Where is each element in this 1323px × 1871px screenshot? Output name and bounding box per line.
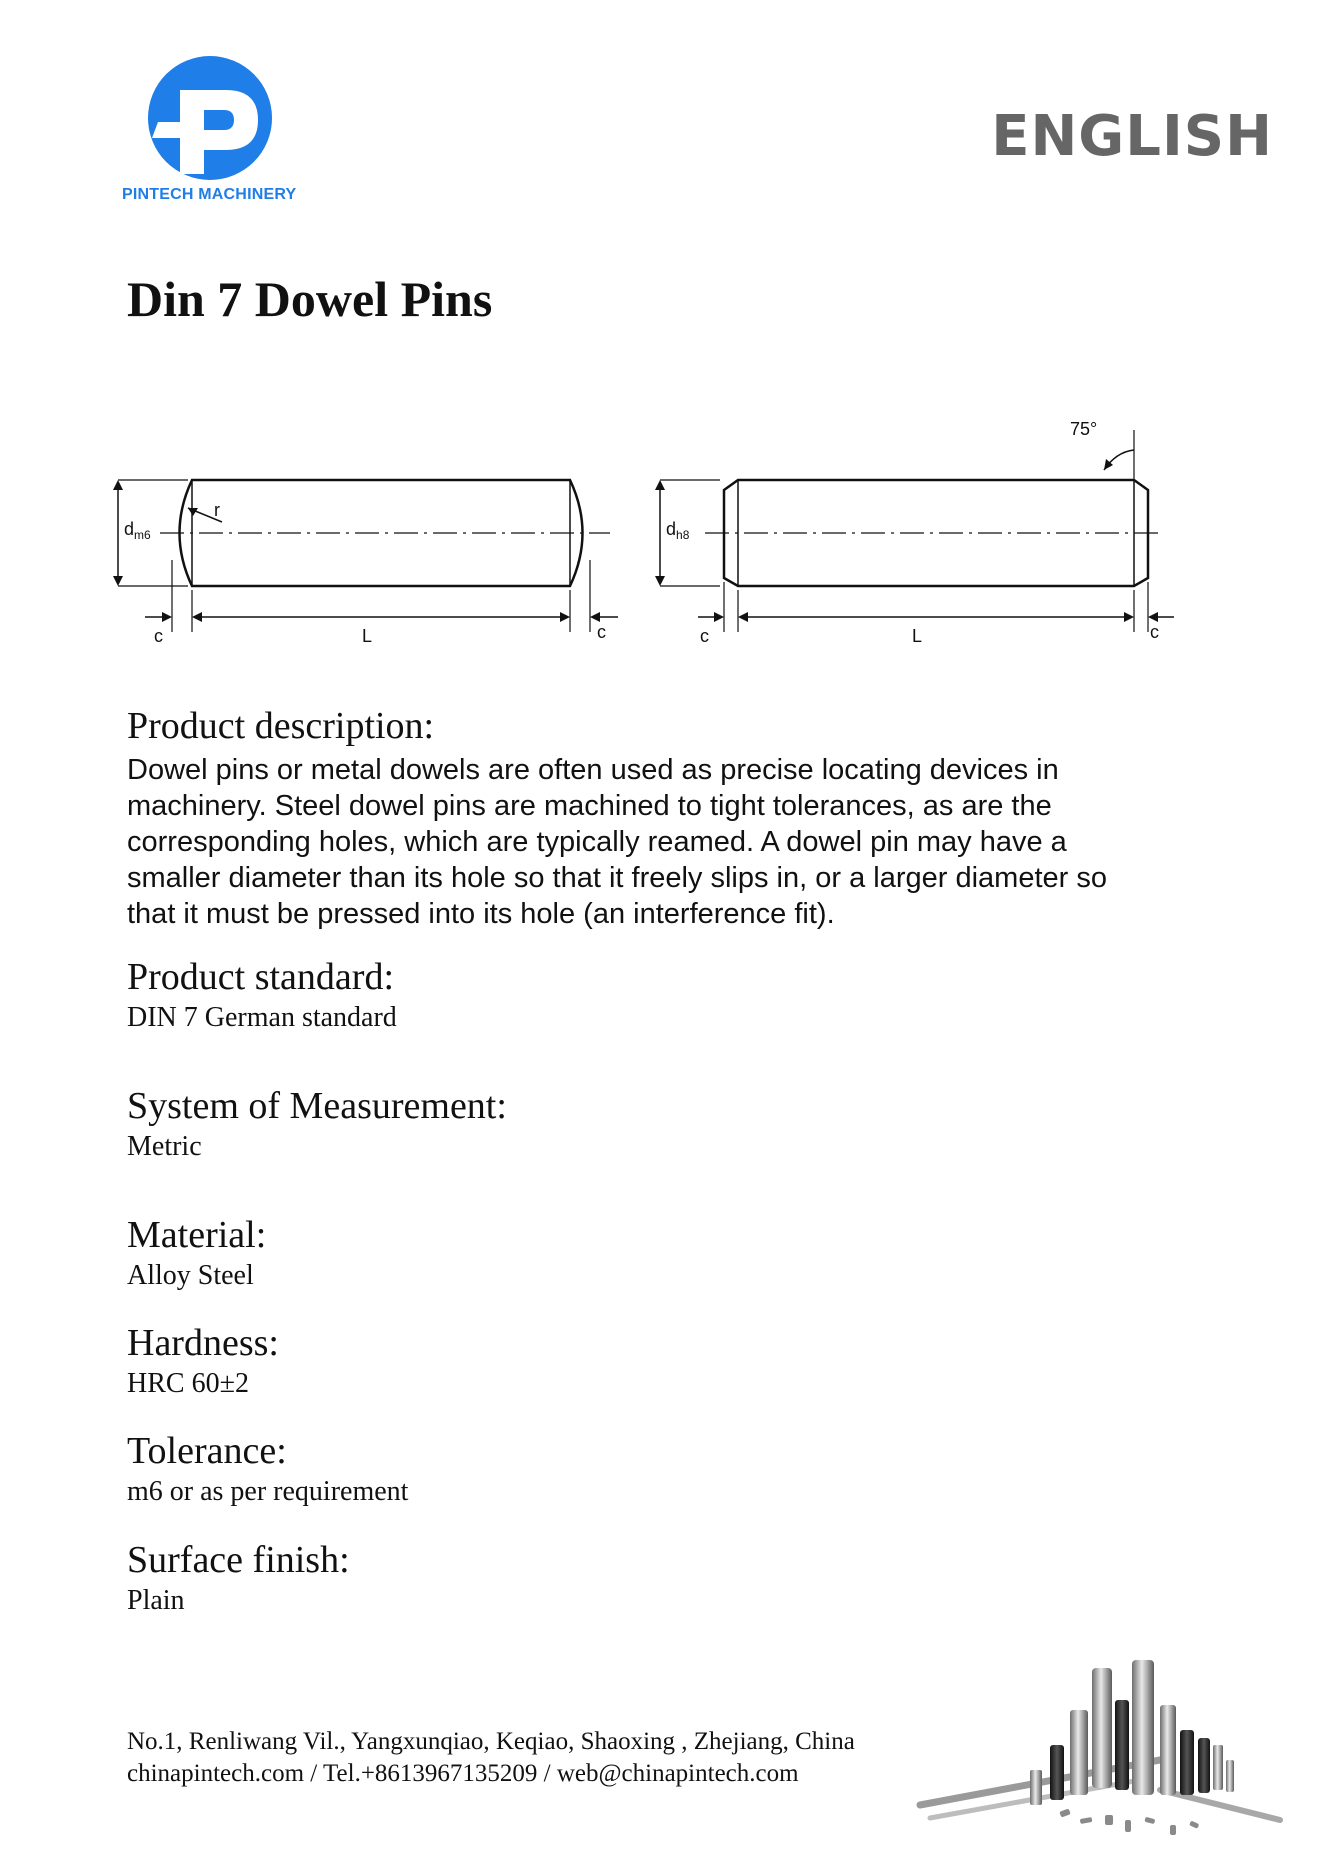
- left-length-label: L: [362, 626, 373, 646]
- hardness-heading: Hardness:: [127, 1322, 279, 1364]
- right-length-label: L: [912, 626, 923, 646]
- standard-heading: Product standard:: [127, 956, 395, 998]
- tolerance-heading: Tolerance:: [127, 1430, 287, 1472]
- left-chamfer-c-right: c: [597, 622, 606, 642]
- brand-name: PINTECH MACHINERY: [122, 186, 297, 203]
- right-chamfer-c-left: c: [700, 626, 709, 646]
- material-heading: Material:: [127, 1214, 267, 1256]
- description-heading: Product description:: [127, 705, 435, 747]
- surface-heading: Surface finish:: [127, 1539, 350, 1581]
- material-value: Alloy Steel: [127, 1260, 254, 1291]
- measurement-heading: System of Measurement:: [127, 1085, 507, 1127]
- dowel-pin-technical-drawings: [100, 410, 1300, 660]
- hardness-value: HRC 60±2: [127, 1368, 249, 1399]
- description-line: that it must be pressed into its hole (an interference fit).: [127, 898, 835, 930]
- description-line: smaller diameter than its hole so that it freely slips in, or a larger diameter so: [127, 862, 1107, 894]
- language-label[interactable]: ENGLISH: [991, 104, 1273, 169]
- standard-value: DIN 7 German standard: [127, 1002, 397, 1033]
- right-angle-label: 75°: [1070, 419, 1098, 439]
- tolerance-value: m6 or as per requirement: [127, 1476, 409, 1507]
- right-chamfer-c-right: c: [1150, 622, 1159, 642]
- left-chamfer-c-left: c: [154, 626, 163, 646]
- dowel-pins-photo-icon: [910, 1650, 1290, 1850]
- right-diameter-label: $d_{h8}$: [666, 519, 690, 542]
- page-title: Din 7 Dowel Pins: [127, 271, 493, 327]
- description-line: corresponding holes, which are typically reamed. A dowel pin may have a: [127, 826, 1067, 858]
- description-body: [127, 752, 1257, 932]
- right-pin-drawing: [660, 430, 1174, 632]
- surface-value: Plain: [127, 1585, 185, 1616]
- left-radius-label: r: [214, 500, 220, 520]
- description-line: machinery. Steel dowel pins are machined to tight tolerances, as are the: [127, 790, 1052, 822]
- measurement-value: Metric: [127, 1131, 202, 1162]
- description-line: Dowel pins or metal dowels are often used as precise locating devices in: [127, 754, 1059, 786]
- left-pin-drawing: [118, 480, 618, 632]
- footer-address: No.1, Renliwang Vil., Yangxunqiao, Keqiao, Shaoxing , Zhejiang, China: [127, 1728, 855, 1755]
- footer-contact[interactable]: chinapintech.com / Tel.+8613967135209 / web@chinapintech.com: [127, 1760, 799, 1787]
- left-diameter-label: $d_{m6}$: [124, 519, 151, 542]
